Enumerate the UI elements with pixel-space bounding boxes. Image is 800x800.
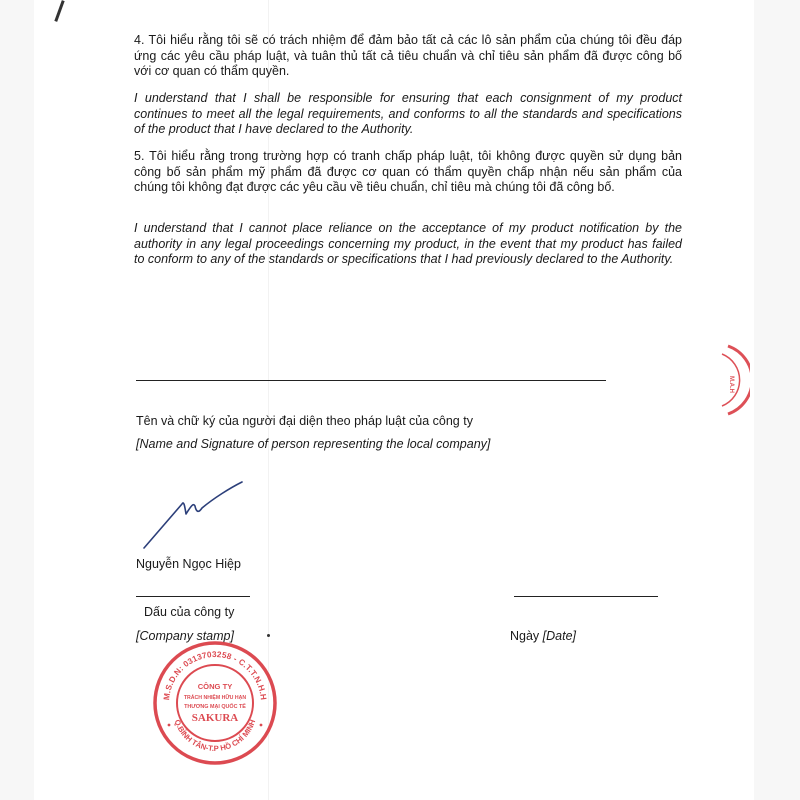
date-line: [514, 596, 658, 597]
ink-dot: [267, 634, 270, 637]
seal-bottom-text: Q.BÌNH TÂN-T.P HỒ CHÍ MINH: [172, 718, 258, 754]
representative-label-vi: Tên và chữ ký của người đại diện theo pháp luật của công ty: [136, 414, 473, 428]
seal-line-3: THƯƠNG MẠI QUỐC TẾ: [184, 704, 246, 710]
signature-line: [136, 380, 606, 381]
company-stamp-label-en: [Company stamp]: [136, 629, 234, 643]
company-seal-stamp: [151, 639, 279, 767]
company-stamp-line: [136, 596, 250, 597]
date-label-vi: Ngày: [510, 629, 540, 643]
svg-text:M.A.H: M.A.H: [728, 376, 734, 393]
clause-5-vietnamese: 5. Tôi hiểu rằng trong trường hợp có tranh chấp pháp luật, tôi không được quyền sử dụng bản công bố sản phẩm mỹ phẩm đã được cơ quan có thẩm quyền chấp nhận nếu sản phẩm của chúng tôi không đạt được các yêu cầu về tiêu chuẩn, chỉ tiêu mà chúng tôi đã công bố.: [134, 149, 682, 194]
scan-border-left: [0, 0, 34, 800]
seal-line-2: TRÁCH NHIỆM HỮU HẠN: [183, 695, 247, 701]
seal-line-1: CÔNG TY: [197, 682, 233, 691]
partial-edge-stamp: [718, 344, 750, 416]
handwritten-signature: [138, 478, 248, 554]
seal-ring-text: M.S.D.N: 0313703258 - C.T.T.N.H.H: [162, 649, 268, 701]
representative-name: Nguyễn Ngọc Hiệp: [136, 557, 241, 571]
representative-label-en: [Name and Signature of person representing the local company]: [136, 437, 491, 451]
clause-4-vietnamese: 4. Tôi hiểu rằng tôi sẽ có trách nhiệm để đảm bảo tất cả các lô sản phẩm của chúng tôi đều đáp ứng các yêu cầu pháp luật, và tuân thủ tất cả tiêu chuẩn và chỉ tiêu sản phẩm đã được công bố với cơ quan có thẩm quyền.: [134, 33, 682, 78]
clause-5-english: I understand that I cannot place reliance on the acceptance of my product notification by the authority in any legal proceedings concerning my product, in the event that my product has failed to conform to any of the standards or specifications that I had previously declared to the Authority.: [134, 221, 682, 266]
date-label: [510, 629, 576, 643]
scan-border-right: [754, 0, 800, 800]
date-label-en: [Date]: [542, 629, 577, 643]
clause-4-english: I understand that I shall be responsible for ensuring that each consignment of my product continues to meet all the legal requirements, and conforms to all the standards and specifications of the product that I have declared to the Authority.: [134, 91, 682, 136]
seal-line-4: SAKURA: [191, 712, 239, 724]
company-stamp-label-vi: Dấu của công ty: [144, 605, 235, 619]
